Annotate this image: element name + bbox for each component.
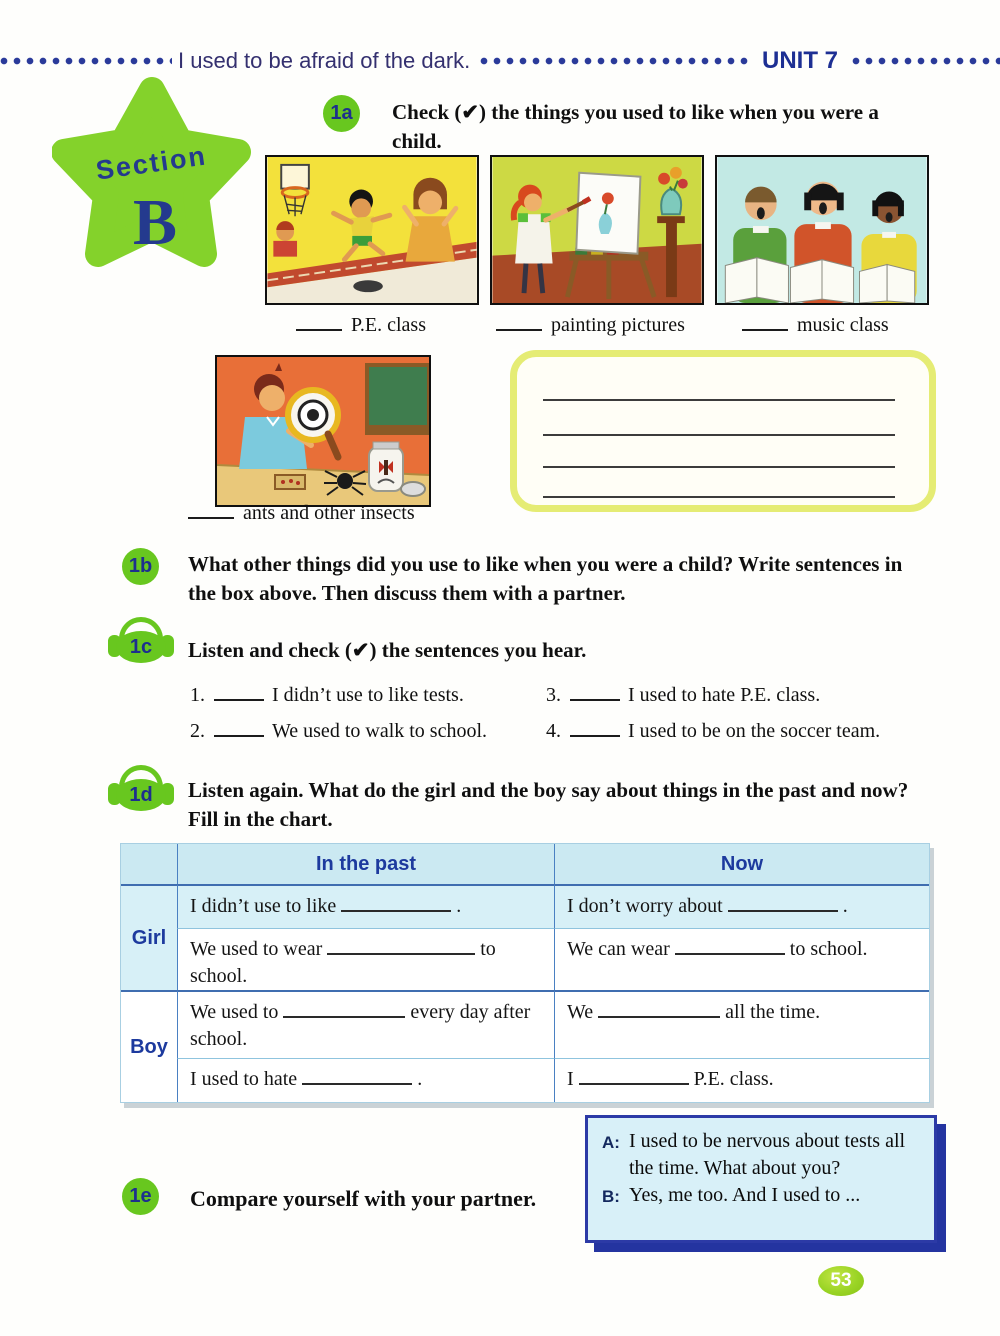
answer-blank: [341, 898, 451, 912]
example-dialog-box: [585, 1115, 937, 1243]
chart-corner-cell: [121, 844, 177, 884]
exercise-1c-badge: [108, 616, 174, 668]
item-number: 3.: [546, 684, 561, 706]
answer-blank: [742, 316, 788, 331]
writing-box: [510, 350, 936, 512]
section-word: Section: [93, 140, 209, 186]
caption-insects: [188, 502, 415, 525]
section-letter: B: [132, 186, 178, 259]
item-text: I didn’t use to like tests.: [272, 684, 464, 706]
answer-blank: [302, 1071, 412, 1085]
chart-header-past: In the past: [177, 844, 554, 884]
section-star-badge: [52, 72, 252, 292]
chart-header-now: Now: [554, 844, 929, 884]
answer-blank: [214, 722, 264, 737]
dialog-line-a: [602, 1128, 922, 1182]
unit-title: I used to be afraid of the dark.: [178, 48, 471, 73]
caption-painting: [496, 314, 685, 337]
chart-cell-girl-past-1: I didn’t use to like .: [177, 884, 554, 928]
exercise-1e-instruction: Compare yourself with your partner.: [190, 1186, 537, 1211]
list-item: [190, 684, 546, 707]
item-text: We used to walk to school.: [272, 720, 488, 742]
answer-blank: [675, 941, 785, 955]
unit-number: UNIT 7: [761, 47, 838, 74]
chart-cell-boy-past-1: We used to every day after school.: [177, 990, 554, 1058]
chart-cell-girl-now-1: I don’t worry about .: [554, 884, 929, 928]
item-number: 2.: [190, 720, 205, 742]
exercise-1b-badge: 1b: [122, 548, 159, 585]
item-text: I used to hate P.E. class.: [628, 684, 821, 706]
chart-cell-boy-past-2: I used to hate .: [177, 1058, 554, 1102]
exercise-1d-badge-label: 1d: [116, 779, 166, 811]
dotted-rule-middle: [480, 57, 752, 65]
speaker-b-label: B:: [602, 1187, 620, 1206]
caption-pe-class: [296, 314, 426, 337]
answer-blank: [214, 686, 264, 701]
illustration-insects: [215, 355, 431, 507]
answer-blank: [728, 898, 838, 912]
fill-in-chart: [120, 843, 930, 1103]
page-header: [0, 48, 1000, 74]
speaker-b-text: Yes, me too. And I used to ...: [629, 1184, 861, 1206]
answer-blank: [188, 504, 234, 519]
exercise-1c-instruction: Listen and check (✔) the sentences you hear.: [188, 638, 587, 662]
exercise-1c-badge-label: 1c: [116, 631, 166, 663]
writing-line: [543, 434, 895, 436]
chart-cell-boy-now-1: We all the time.: [554, 990, 929, 1058]
dotted-rule-left: [0, 57, 172, 65]
item-text: I used to be on the soccer team.: [628, 720, 881, 742]
answer-blank: [327, 941, 475, 955]
exercise-1e-badge: 1e: [122, 1178, 159, 1215]
exercise-1d-badge: [108, 764, 174, 816]
writing-line: [543, 466, 895, 468]
list-item: [546, 684, 820, 707]
chart-girl-label: Girl: [121, 884, 177, 990]
caption-text: ants and other insects: [243, 502, 415, 524]
answer-blank: [598, 1004, 720, 1018]
illustration-pe-class: [265, 155, 479, 305]
exercise-1d-instruction: Listen again. What do the girl and the boy say about things in the past and now? Fill in the chart.: [188, 778, 909, 831]
item-number: 4.: [546, 720, 561, 742]
chart-cell-girl-past-2: We used to wear to school.: [177, 928, 554, 990]
speaker-a-text: I used to be nervous about tests all the time. What about you?: [629, 1130, 906, 1179]
illustration-painting: [490, 155, 704, 305]
list-item: [546, 720, 880, 743]
answer-blank: [296, 316, 342, 331]
list-item: [190, 720, 546, 743]
caption-text: P.E. class: [351, 314, 426, 336]
item-number: 1.: [190, 684, 205, 706]
chart-cell-boy-now-2: I P.E. class.: [554, 1058, 929, 1102]
answer-blank: [496, 316, 542, 331]
listening-sentences-list: [190, 684, 938, 756]
caption-text: painting pictures: [551, 314, 685, 336]
dotted-rule-right: [852, 57, 1000, 65]
exercise-1b-instruction: What other things did you use to like when you were a child? Write sentences in the box above. Then discuss them with a partner.: [188, 552, 903, 605]
answer-blank: [579, 1071, 689, 1085]
answer-blank: [283, 1004, 405, 1018]
answer-blank: [570, 686, 620, 701]
caption-text: music class: [797, 314, 889, 336]
exercise-1a-badge: 1a: [323, 95, 360, 132]
illustration-music-class: [715, 155, 929, 305]
speaker-a-label: A:: [602, 1133, 620, 1152]
page-number-badge: 53: [818, 1266, 864, 1296]
writing-line: [543, 496, 895, 498]
writing-line: [543, 399, 895, 401]
exercise-1a-instruction: Check (✔) the things you used to like when you were a child.: [392, 100, 879, 153]
chart-boy-label: Boy: [121, 990, 177, 1102]
chart-cell-girl-now-2: We can wear to school.: [554, 928, 929, 990]
star-icon: [52, 72, 252, 292]
caption-music-class: [742, 314, 889, 337]
answer-blank: [570, 722, 620, 737]
